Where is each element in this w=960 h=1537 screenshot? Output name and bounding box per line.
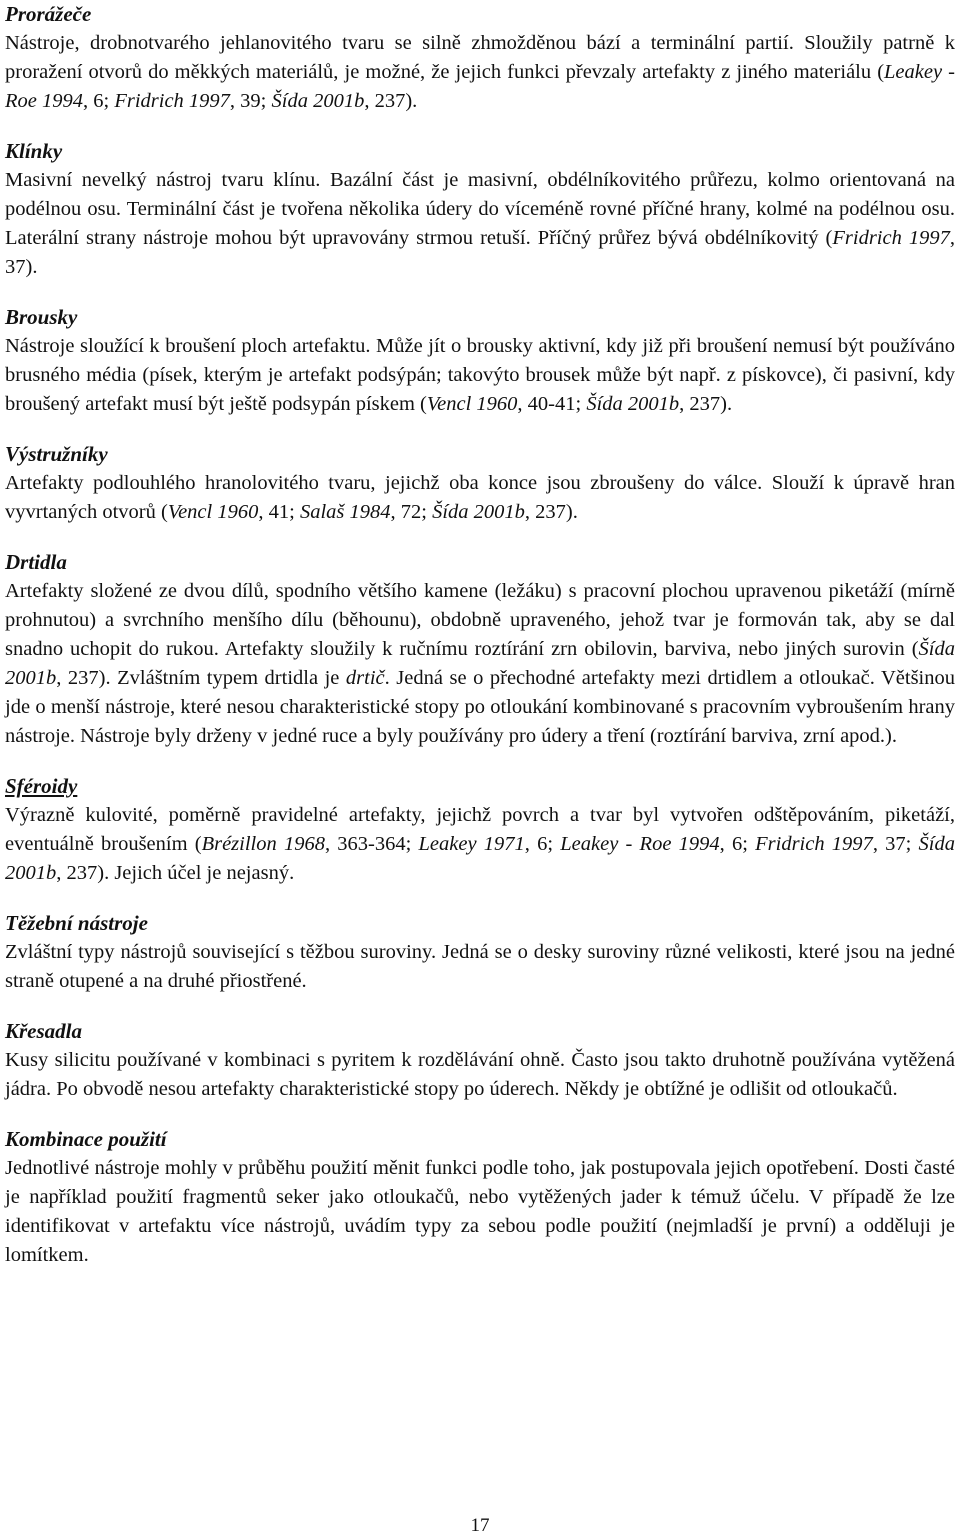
paragraph-text: . Jedná se o přechodné artefakty mezi drtidlem a otloukač. Většinou jde o menší nástroje, které nesou charakteristické stopy po otloukání kombinované s pracovním vybroušením hrany nástroje. Nástroje byly drženy v jedné ruce a byly používány pro údery a tření (roztírání barviva, zrní apod.).	[5, 667, 955, 747]
page-number: 17	[470, 1515, 490, 1536]
paragraph-text: Výrazně kulovité, poměrně pravidelné artefakty, jejichž povrch a tvar byl vytvořen odštěpováním, piketáží, eventuálně broušením (	[5, 804, 955, 855]
paragraph-text: , 39;	[229, 90, 272, 112]
citation-text: Leakey - Roe 1994	[5, 61, 955, 112]
citation-text: Fridrich 1997	[832, 227, 950, 249]
section-paragraph	[5, 938, 955, 996]
paragraph-text: , 6;	[719, 833, 756, 855]
section-heading: Prorážeče	[5, 2, 92, 26]
citation-text: Šída 2001b	[586, 393, 680, 415]
section-heading: Křesadla	[5, 1019, 83, 1043]
paragraph-text: , 6;	[524, 833, 561, 855]
paragraph-text: , 37).	[5, 227, 956, 278]
section-heading: Klínky	[5, 139, 63, 163]
section-paragraph	[5, 29, 955, 116]
citation-text: Leakey - Roe 1994	[560, 833, 720, 855]
citation-text: Šída 2001b	[5, 638, 955, 689]
section-tezebni-nastroje	[5, 909, 955, 996]
paragraph-text: Nástroje, drobnotvarého jehlanovitého tvaru se silně zhmožděnou bází a terminální partií. Sloužily patrně k proražení otvorů do měkkých materiálů, je možné, že jejich funkci převzaly artefakty z jiného materiálu (	[5, 32, 955, 83]
citation-text: Šída 2001b	[271, 90, 365, 112]
section-klinky	[5, 137, 955, 282]
section-heading: Drtidla	[5, 550, 67, 574]
paragraph-text: Artefakty podlouhlého hranolovitého tvaru, jejichž oba konce jsou zbroušeny do válce. Slouží k úpravě hran vyvrtaných otvorů (	[5, 472, 955, 523]
paragraph-text: , 237).	[524, 501, 578, 523]
section-kombinace-pouziti	[5, 1125, 955, 1270]
paragraph-text: , 237). Jejich účel je nejasný.	[56, 862, 295, 884]
citation-text: Salaš 1984	[299, 501, 391, 523]
section-paragraph	[5, 469, 955, 527]
section-heading: Výstružníky	[5, 442, 108, 466]
paragraph-text: Jednotlivé nástroje mohly v průběhu použití měnit funkci podle toho, jak postupovala jejich opotřebení. Dosti časté je například použití fragmentů seker jako otloukačů, nebo vytěžených jader k témuž účelu. V případě že lze identifikovat v artefaktu více nástrojů, uvádím typy za sebou podle použití (nejmladší je první) a odděluji je lomítkem.	[5, 1157, 955, 1266]
citation-text: Fridrich 1997	[114, 90, 230, 112]
citation-text: Šída 2001b	[432, 501, 525, 523]
section-sferoidy	[5, 772, 955, 888]
section-prorazece	[5, 0, 955, 116]
paragraph-text: , 40-41;	[517, 393, 587, 415]
citation-text: Šída 2001b	[5, 833, 955, 884]
section-heading: Těžební nástroje	[5, 911, 148, 935]
paragraph-text: , 237). Zvláštním typem drtidla je	[56, 667, 346, 689]
paragraph-text: Masivní nevelký nástroj tvaru klínu. Bazální část je masivní, obdélníkovitého průřezu, kolmo orientovaná na podélnou osu. Terminální část je tvořena několika údery do víceméně rovné příčné hrany, kolmé na podélnou osu. Laterální strany nástroje mohou být upravovány strmou retuší. Příčný průřez bývá obdélníkovitý (	[5, 169, 955, 249]
section-paragraph	[5, 577, 955, 751]
paragraph-text: , 37;	[872, 833, 919, 855]
paragraph-text: , 72;	[390, 501, 433, 523]
paragraph-text: Nástroje sloužící k broušení ploch artefaktu. Může jít o brousky aktivní, kdy již při broušení nemusí být používáno brusného média (písek, kterým je artefakt podsýpán; takovýto brousek může být např. z pískovce), či pasivní, kdy broušený artefakt musí být ještě podsypán pískem (	[5, 335, 955, 415]
paragraph-text: Artefakty složené ze dvou dílů, spodního většího kamene (ležáku) s pracovní plochou upravenou piketáží (mírně prohnutou) a svrchního menšího dílu (běhounu), obdobně upraveného, jehož tvar je formován tak, aby se dal snadno uchopit do rukou. Artefakty sloužily k ručnímu roztírání zrn obilovin, barviva, nebo jiných surovin (	[5, 580, 955, 660]
section-heading: Kombinace použití	[5, 1127, 167, 1151]
section-brousky	[5, 303, 955, 419]
section-kresadla	[5, 1017, 955, 1104]
section-paragraph	[5, 1154, 955, 1270]
citation-text: Leakey 1971	[418, 833, 525, 855]
citation-text: Brézillon 1968	[201, 833, 325, 855]
section-heading: Brousky	[5, 305, 78, 329]
citation-text: drtič	[345, 667, 385, 689]
paragraph-text: , 237).	[679, 393, 733, 415]
citation-text: Vencl 1960	[167, 501, 259, 523]
paragraph-text: , 363-364;	[324, 833, 419, 855]
section-paragraph	[5, 801, 955, 888]
section-paragraph	[5, 332, 955, 419]
section-paragraph	[5, 166, 955, 282]
citation-text: Vencl 1960	[426, 393, 518, 415]
section-paragraph	[5, 1046, 955, 1104]
section-vystruzniky	[5, 440, 955, 527]
citation-text: Fridrich 1997	[755, 833, 873, 855]
paragraph-text: Zvláštní typy nástrojů související s těžbou suroviny. Jedná se o desky suroviny různé velikosti, které jsou na jedné straně otupené a na druhé přiostřené.	[5, 941, 955, 992]
paragraph-text: , 6;	[83, 90, 115, 112]
paragraph-text: Kusy silicitu používané v kombinaci s pyritem k rozdělávání ohně. Často jsou takto druhotně používána vytěžená jádra. Po obvodě nesou artefakty charakteristické stopy po úderech. Někdy je obtížné je odlišit od otloukačů.	[5, 1049, 955, 1100]
document-page	[5, 0, 955, 1291]
section-drtidla	[5, 548, 955, 751]
paragraph-text: , 41;	[258, 501, 300, 523]
section-heading: Sféroidy	[5, 774, 78, 798]
paragraph-text: , 237).	[364, 90, 418, 112]
